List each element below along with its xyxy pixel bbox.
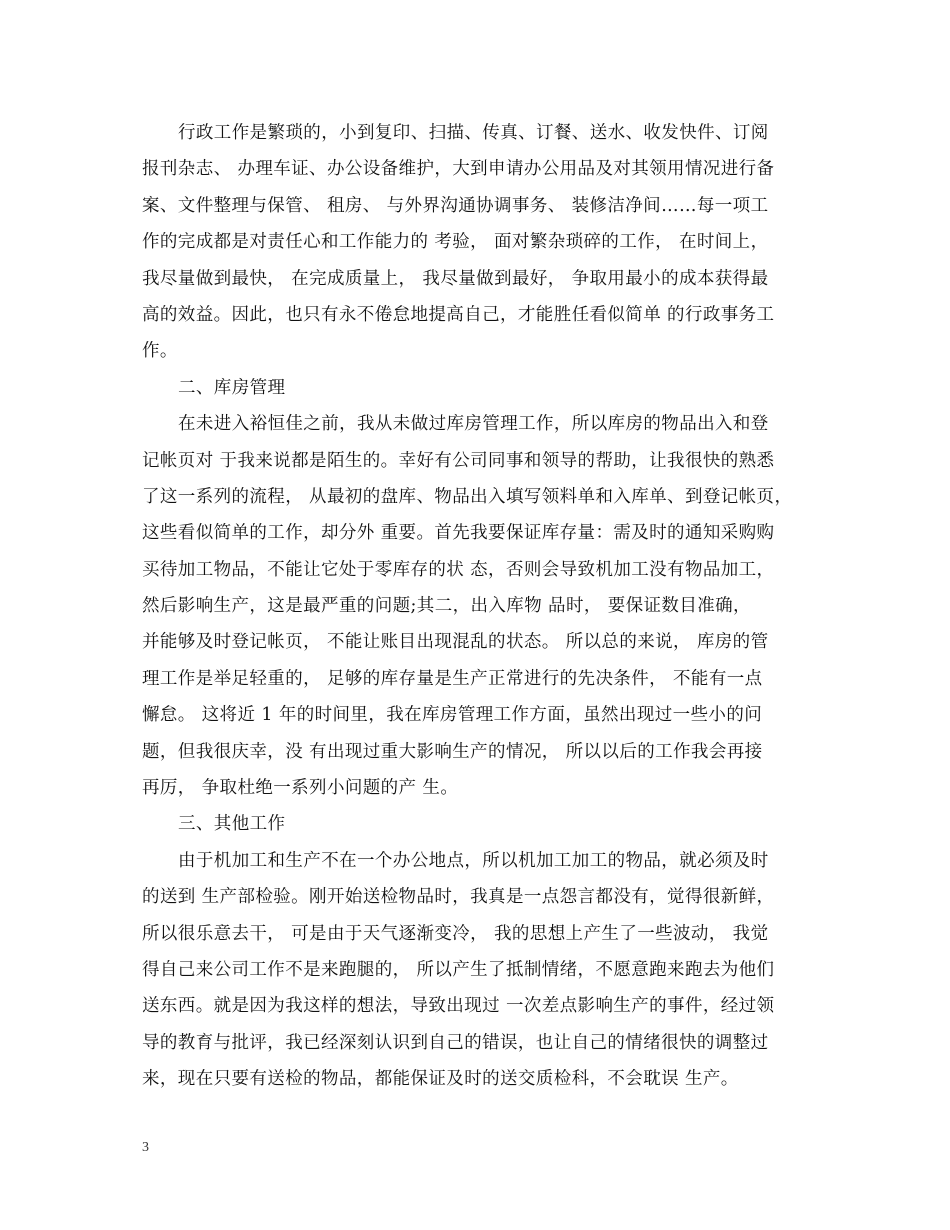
text-line: 记帐页对 于我来说都是陌生的。幸好有公司同事和领导的帮助，让我很快的熟悉 — [142, 450, 775, 471]
page-number: 3 — [142, 1140, 149, 1155]
paragraph-intro — [142, 115, 818, 1098]
text-line: 再厉， 争取杜绝一系列小问题的产 生。 — [142, 778, 459, 799]
text-line: 作的完成都是对责任心和工作能力的 考验， 面对繁杂琐碎的工作， 在时间上， — [142, 232, 769, 253]
text-line: 来，现在只要有送检的物品，都能保证及时的送交质检科，不会耽误 生产。 — [142, 1069, 739, 1090]
text-line: 这些看似简单的工作，却分外 重要。首先我要保证库存量：需及时的通知采购购 — [142, 523, 775, 544]
text-line: 所以很乐意去干， 可是由于天气逐渐变冷， 我的思想上产生了一些波动， 我觉 — [142, 923, 769, 944]
text-line: 由于机加工和生产不在一个办公地点，所以机加工加工的物品，就必须及时 — [178, 850, 769, 871]
text-line: 了这一系列的流程， 从最初的盘库、物品出入填写领料单和入库单、到登记帐页， — [142, 486, 793, 507]
text-line: 然后影响生产，这是最严重的问题;其二，出入库物 品时， 要保证数目准确， — [142, 596, 751, 617]
text-line: 作。 — [142, 341, 178, 362]
text-line: 并能够及时登记帐页， 不能让账目出现混乱的状态。 所以总的来说， 库房的管 — [142, 632, 769, 653]
section-heading-warehouse: 二、库房管理 — [178, 377, 286, 398]
text-line: 导的教育与批评，我已经深刻认识到自己的错误，也让自己的情绪很快的调整过 — [142, 1032, 769, 1053]
text-line: 的送到 生产部检验。刚开始送检物品时，我真是一点怨言都没有，觉得很新鲜， — [142, 887, 775, 908]
text-line: 在未进入裕恒佳之前，我从未做过库房管理工作，所以库房的物品出入和登 — [178, 414, 769, 435]
text-line: 行政工作是繁琐的，小到复印、扫描、传真、订餐、送水、收发快件、订阅 — [178, 123, 769, 143]
text-line: 题，但我很庆幸，没 有出现过重大影响生产的情况， 所以以后的工作我会再接 — [142, 741, 763, 762]
text-line: 理工作是举足轻重的， 足够的库存量是生产正常进行的先决条件， 不能有一点 — [142, 668, 763, 689]
text-line: 案、文件整理与保管、 租房、 与外界沟通协调事务、 装修洁净间……每一项工 — [142, 195, 769, 216]
text-line: 送东西。就是因为我这样的想法，导致出现过 一次差点影响生产的事件，经过领 — [142, 996, 775, 1017]
text-line: 得自己来公司工作不是来跑腿的， 所以产生了抵制情绪，不愿意跑来跑去为他们 — [142, 959, 775, 980]
section-heading-other-work: 三、其他工作 — [178, 814, 286, 835]
text-line: 懈怠。 这将近 1 年的时间里，我在库房管理工作方面，虽然出现过一些小的问 — [142, 705, 763, 726]
text-line: 高的效益。因此，也只有永不倦怠地提高自己，才能胜任看似简单 的行政事务工 — [142, 304, 775, 325]
text-line: 我尽量做到最快， 在完成质量上， 我尽量做到最好， 争取用最小的成本获得最 — [142, 268, 769, 289]
text-line: 买待加工物品，不能让它处于零库存的状 态，否则会导致机加工没有物品加工， — [142, 559, 775, 580]
text-line: 报刊杂志、 办理车证、办公设备维护，大到申请办公用品及对其领用情况进行备 — [142, 159, 775, 180]
